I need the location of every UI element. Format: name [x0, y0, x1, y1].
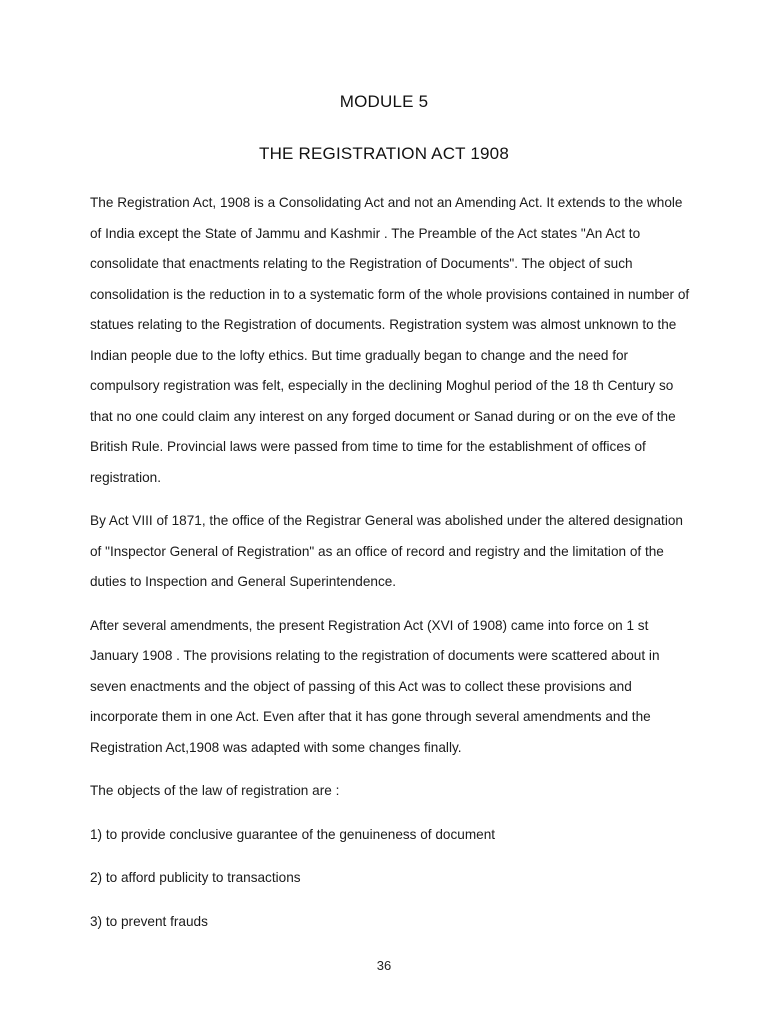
page-number: 36: [376, 958, 392, 973]
paragraph-amendments: After several amendments, the present Registration Act (XVI of 1908) came into force on 1 st January 1908 . The provisions relating to the registration of documents were scattered about in seven enactments and the object of passing of this Act was to collect these provisions and incorporate them in one Act. Even after that it has gone through several amendments and the Registration Act,1908 was adapted with some changes finally.: [90, 617, 660, 755]
list-item-object-1: 1) to provide conclusive guarantee of the genuineness of document: [90, 826, 496, 842]
paragraph-intro: The Registration Act, 1908 is a Consolidating Act and not an Amending Act. It extends to the whole of India except the State of Jammu and Kashmir . The Preamble of the Act states "An Act to consolidate that enactments relating to the Registration of Documents". The object of such consolidation is the reduction in to a systematic form of the whole provisions contained in number of statues relating to the Registration of documents. Registration system was almost unknown to the Indian people due to the lofty ethics. But time gradually began to change and the need for compulsory registration was felt, especially in the declining Moghul period of the 18 th Century so that no one could claim any interest on any forged document or Sanad during or on the eve of the British Rule. Provincial laws were passed from time to time for the establishment of offices of registration.: [90, 195, 690, 485]
body-text: [90, 188, 690, 950]
list-item-object-3: 3) to prevent frauds: [90, 913, 208, 929]
module-title: MODULE 5: [339, 92, 429, 111]
paragraph-act-viii: By Act VIII of 1871, the office of the Registrar General was abolished under the altered designation of "Inspector General of Registration" as an office of record and registry and the limitation of the duties to Inspection and General Superintendence.: [90, 513, 683, 589]
list-item-object-2: 2) to afford publicity to transactions: [90, 870, 301, 885]
paragraph-objects-heading: The objects of the law of registration are :: [90, 783, 340, 798]
act-title: THE REGISTRATION ACT 1908: [259, 144, 509, 163]
